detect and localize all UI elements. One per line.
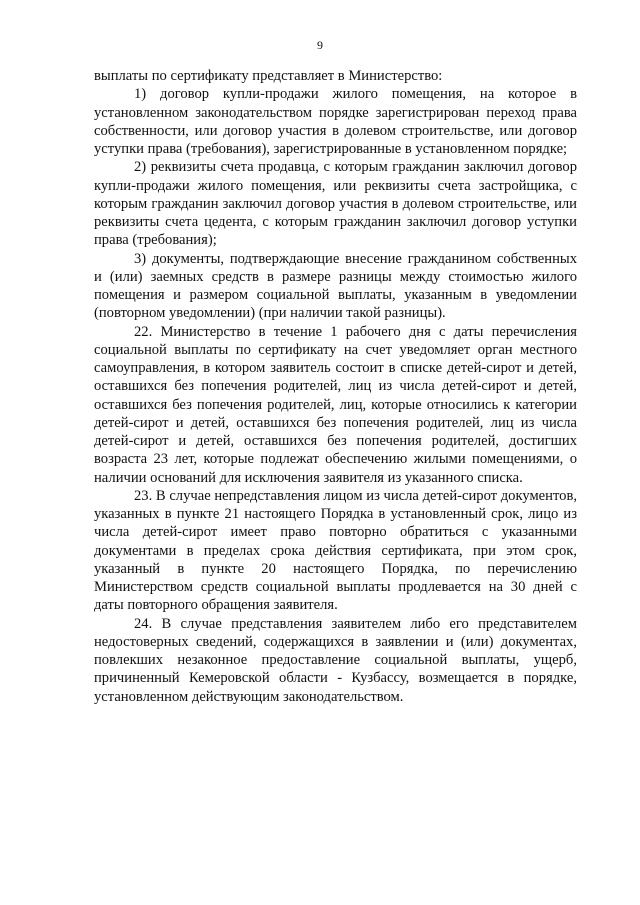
paragraph-clause-24: 24. В случае представления заявителем либо его представителем недостоверных сведений, содержащихся в заявлении и (или) документах, повлекших незаконное предоставление социальной выплаты, ущерб, причиненный Кемеровской области - Кузбассу, возмещается в порядке, установленном действующим законодательством. <box>94 615 577 705</box>
paragraph-item-2: 2) реквизиты счета продавца, с которым гражданин заключил договор купли-продажи жилого помещения, или реквизиты счета застройщика, с которым гражданин заключил договор участия в долевом строительстве, или реквизиты счета цедента, с которым гражданин заключил договор уступки права (требования); <box>94 159 577 249</box>
paragraph-item-3: 3) документы, подтверждающие внесение гражданином собственных и (или) заемных средств в размере разницы между стоимостью жилого помещения и размером социальной выплаты, указанным в уведомлении (повторном уведомлении) (при наличии такой разницы). <box>94 250 577 322</box>
paragraph-item-1: 1) договор купли-продажи жилого помещения, на которое в установленном законодательством порядке зарегистрирован переход права собственности, или договор участия в долевом строительстве, или договор уступки права (требования), зарегистрированные в установленном порядке; <box>94 86 577 157</box>
paragraph-clause-22: 22. Министерство в течение 1 рабочего дня с даты перечисления социальной выплаты по сертификату на счет уведомляет орган местного самоуправления, в котором заявитель состоит в списке детей-сирот и детей, оставшихся без попечения родителей, лиц из числа детей-сирот и детей, оставшихся без попечения родителей, лиц, которые относились к категории детей-сирот и детей, оставшихся без попечения родителей, лиц из числа детей-сирот и детей, оставшихся без попечения родителей, достигших возраста 23 лет, которые подлежат обеспечению жилыми помещениями, о наличии оснований для исключения заявителя из указанного списка. <box>94 323 577 486</box>
paragraph-clause-23: 23. В случае непредставления лицом из числа детей-сирот документов, указанных в пункте 21 настоящего Порядка в установленный срок, лицо из числа детей-сирот имеет право повторно обратиться с указанными документами в пределах срока действия сертификата, при этом срок, указанный в пункте 20 настоящего Порядка, по перечислению Министерством средств социальной выплаты продлевается на 30 дней с даты повторного обращения заявителя. <box>94 487 577 614</box>
page-number: 9 <box>317 38 323 52</box>
document-body <box>94 67 577 706</box>
paragraph-continuation: выплаты по сертификату представляет в Министерство: <box>94 68 443 84</box>
